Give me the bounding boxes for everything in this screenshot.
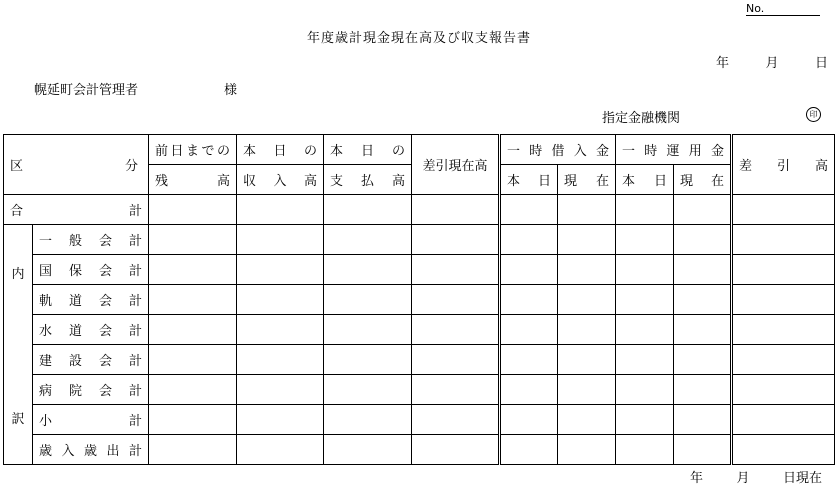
cell[interactable]: [412, 315, 500, 345]
total-row: [4, 195, 835, 225]
table-row: [4, 375, 835, 405]
header-ichiji-shakunyu: 一 時 借 入 金: [500, 135, 616, 165]
cell[interactable]: [412, 255, 500, 285]
cell[interactable]: [237, 375, 324, 405]
cell[interactable]: [412, 225, 500, 255]
cell[interactable]: [732, 195, 835, 225]
row-label-char: 道: [68, 324, 82, 339]
cell[interactable]: [237, 315, 324, 345]
header-row-1: [4, 135, 835, 165]
row-label-char: 計: [128, 414, 142, 429]
cell[interactable]: [674, 345, 732, 375]
cell[interactable]: [732, 375, 835, 405]
row-label-char: 出: [106, 444, 120, 459]
row-label-char: 会: [98, 294, 112, 309]
cell[interactable]: [149, 375, 237, 405]
cell[interactable]: [558, 345, 616, 375]
cell[interactable]: [500, 285, 558, 315]
row-label-char: 会: [98, 234, 112, 249]
cell[interactable]: [237, 435, 324, 465]
cell[interactable]: [732, 405, 835, 435]
cell[interactable]: [558, 255, 616, 285]
cell[interactable]: [324, 375, 412, 405]
year-label: 年: [690, 471, 704, 486]
cell[interactable]: [412, 285, 500, 315]
cell[interactable]: [674, 285, 732, 315]
cell[interactable]: [324, 315, 412, 345]
header-shunyu-line1: 本 日 の: [237, 135, 324, 165]
seal-mark: 印: [806, 107, 821, 122]
number-label: No.: [746, 2, 765, 15]
cell[interactable]: [412, 405, 500, 435]
row-label: [33, 405, 149, 435]
total-label: 合 計: [4, 195, 149, 225]
uchiwake-label: 内 訳: [4, 225, 33, 465]
number-underline: [746, 15, 820, 16]
row-label-char: 保: [68, 264, 82, 279]
report-table: [3, 134, 835, 465]
row-label: [33, 345, 149, 375]
row-label-char: 歳: [39, 444, 53, 459]
cell[interactable]: [558, 225, 616, 255]
year-label: 年: [716, 56, 730, 71]
row-label-char: 計: [128, 324, 142, 339]
cell[interactable]: [732, 345, 835, 375]
header-unyo-honjitsu: 本 日: [616, 165, 674, 195]
table-row: [4, 225, 835, 255]
cell[interactable]: [500, 255, 558, 285]
month-label: 月: [765, 56, 779, 71]
cell[interactable]: [149, 225, 237, 255]
cell[interactable]: [674, 255, 732, 285]
row-label-char: 軌: [39, 294, 53, 309]
row-label-char: 歳: [83, 444, 97, 459]
cell[interactable]: [149, 315, 237, 345]
row-label-char: 小: [39, 414, 53, 429]
as-of-date: [690, 467, 822, 486]
row-label-char: 入: [61, 444, 75, 459]
cell[interactable]: [324, 285, 412, 315]
header-sashihiki-genzai: 差引現在高: [412, 135, 500, 195]
cell[interactable]: [149, 435, 237, 465]
cell[interactable]: [149, 195, 237, 225]
row-label: [33, 315, 149, 345]
row-label-char: 会: [98, 324, 112, 339]
cell[interactable]: [674, 225, 732, 255]
row-label-char: 会: [98, 384, 112, 399]
cell[interactable]: [149, 405, 237, 435]
row-label-char: 設: [68, 354, 82, 369]
cell[interactable]: [237, 285, 324, 315]
cell[interactable]: [500, 315, 558, 345]
cell[interactable]: [558, 285, 616, 315]
cell[interactable]: [500, 225, 558, 255]
header-shunyu-line2: 収 入 高: [237, 165, 324, 195]
cell[interactable]: [324, 345, 412, 375]
cell[interactable]: [324, 435, 412, 465]
cell[interactable]: [674, 195, 732, 225]
row-label-char: 計: [128, 234, 142, 249]
cell[interactable]: [558, 405, 616, 435]
cell[interactable]: [558, 315, 616, 345]
table-row: [4, 405, 835, 435]
cell[interactable]: [149, 255, 237, 285]
header-zenjitsu-line2: 残 高: [149, 165, 237, 195]
cell[interactable]: [412, 435, 500, 465]
cell[interactable]: [616, 195, 674, 225]
cell[interactable]: [616, 225, 674, 255]
cell[interactable]: [500, 345, 558, 375]
row-label-char: 院: [68, 384, 82, 399]
cell[interactable]: [500, 195, 558, 225]
cell[interactable]: [616, 285, 674, 315]
row-label-char: 計: [128, 354, 142, 369]
cell[interactable]: [732, 225, 835, 255]
header-kubun: 区 分: [4, 135, 149, 195]
row-label-char: 国: [39, 264, 53, 279]
cell[interactable]: [558, 375, 616, 405]
table-row: [4, 255, 835, 285]
header-sashihiki: 差 引 高: [732, 135, 835, 195]
honorific: 様: [224, 83, 238, 98]
row-label-char: 計: [128, 384, 142, 399]
table-row: [4, 315, 835, 345]
cell[interactable]: [324, 255, 412, 285]
row-label: [33, 255, 149, 285]
cell[interactable]: [616, 345, 674, 375]
cell[interactable]: [324, 225, 412, 255]
cell[interactable]: [674, 435, 732, 465]
cell[interactable]: [616, 375, 674, 405]
row-label-char: 計: [128, 294, 142, 309]
cell[interactable]: [324, 405, 412, 435]
cell[interactable]: [500, 405, 558, 435]
cell[interactable]: [616, 405, 674, 435]
row-label-char: 計: [128, 264, 142, 279]
header-shiharai-line2: 支 払 高: [324, 165, 412, 195]
row-label-char: 病: [39, 384, 53, 399]
header-zenjitsu-line1: 前 日 ま で の: [149, 135, 237, 165]
page-title: 年度歳計現金現在高及び収支報告書: [306, 31, 531, 46]
cell[interactable]: [616, 315, 674, 345]
cell[interactable]: [237, 405, 324, 435]
cell[interactable]: [149, 345, 237, 375]
cell[interactable]: [500, 435, 558, 465]
cell[interactable]: [732, 315, 835, 345]
header-shakunyu-honjitsu: 本 日: [500, 165, 558, 195]
row-label-char: 般: [68, 234, 82, 249]
row-label-char: 道: [68, 294, 82, 309]
day-label: 日: [814, 56, 828, 71]
cell[interactable]: [616, 255, 674, 285]
header-unyo-genzai: 現 在: [674, 165, 732, 195]
cell[interactable]: [732, 435, 835, 465]
row-label-char: 会: [98, 264, 112, 279]
row-label: [33, 225, 149, 255]
row-label-char: 水: [39, 324, 53, 339]
cell[interactable]: [237, 255, 324, 285]
row-label-char: 計: [128, 444, 142, 459]
cell[interactable]: [237, 345, 324, 375]
cell[interactable]: [674, 315, 732, 345]
cell[interactable]: [237, 225, 324, 255]
bank-label: 指定金融機関: [602, 111, 681, 126]
row-label: [33, 435, 149, 465]
cell[interactable]: [674, 405, 732, 435]
header-shakunyu-genzai: 現 在: [558, 165, 616, 195]
row-label-char: 会: [98, 354, 112, 369]
cell[interactable]: [412, 375, 500, 405]
cell[interactable]: [324, 195, 412, 225]
cell[interactable]: [558, 435, 616, 465]
day-label: 日現在: [782, 471, 822, 486]
cell[interactable]: [732, 255, 835, 285]
row-label: [33, 285, 149, 315]
table-row: [4, 435, 835, 465]
row-label: [33, 375, 149, 405]
header-ichiji-unyo: 一 時 運 用 金: [616, 135, 732, 165]
cell[interactable]: [500, 375, 558, 405]
cell[interactable]: [412, 195, 500, 225]
cell[interactable]: [149, 285, 237, 315]
table-row: [4, 285, 835, 315]
row-label-char: 一: [39, 234, 53, 249]
cell[interactable]: [237, 195, 324, 225]
cell[interactable]: [412, 345, 500, 375]
row-label-char: 建: [39, 354, 53, 369]
cell[interactable]: [732, 285, 835, 315]
month-label: 月: [736, 471, 750, 486]
cell[interactable]: [674, 375, 732, 405]
cell[interactable]: [616, 435, 674, 465]
report-date: [716, 52, 828, 71]
table-row: [4, 345, 835, 375]
header-shiharai-line1: 本 日 の: [324, 135, 412, 165]
addressee: 幌延町会計管理者: [34, 83, 139, 98]
cell[interactable]: [558, 195, 616, 225]
